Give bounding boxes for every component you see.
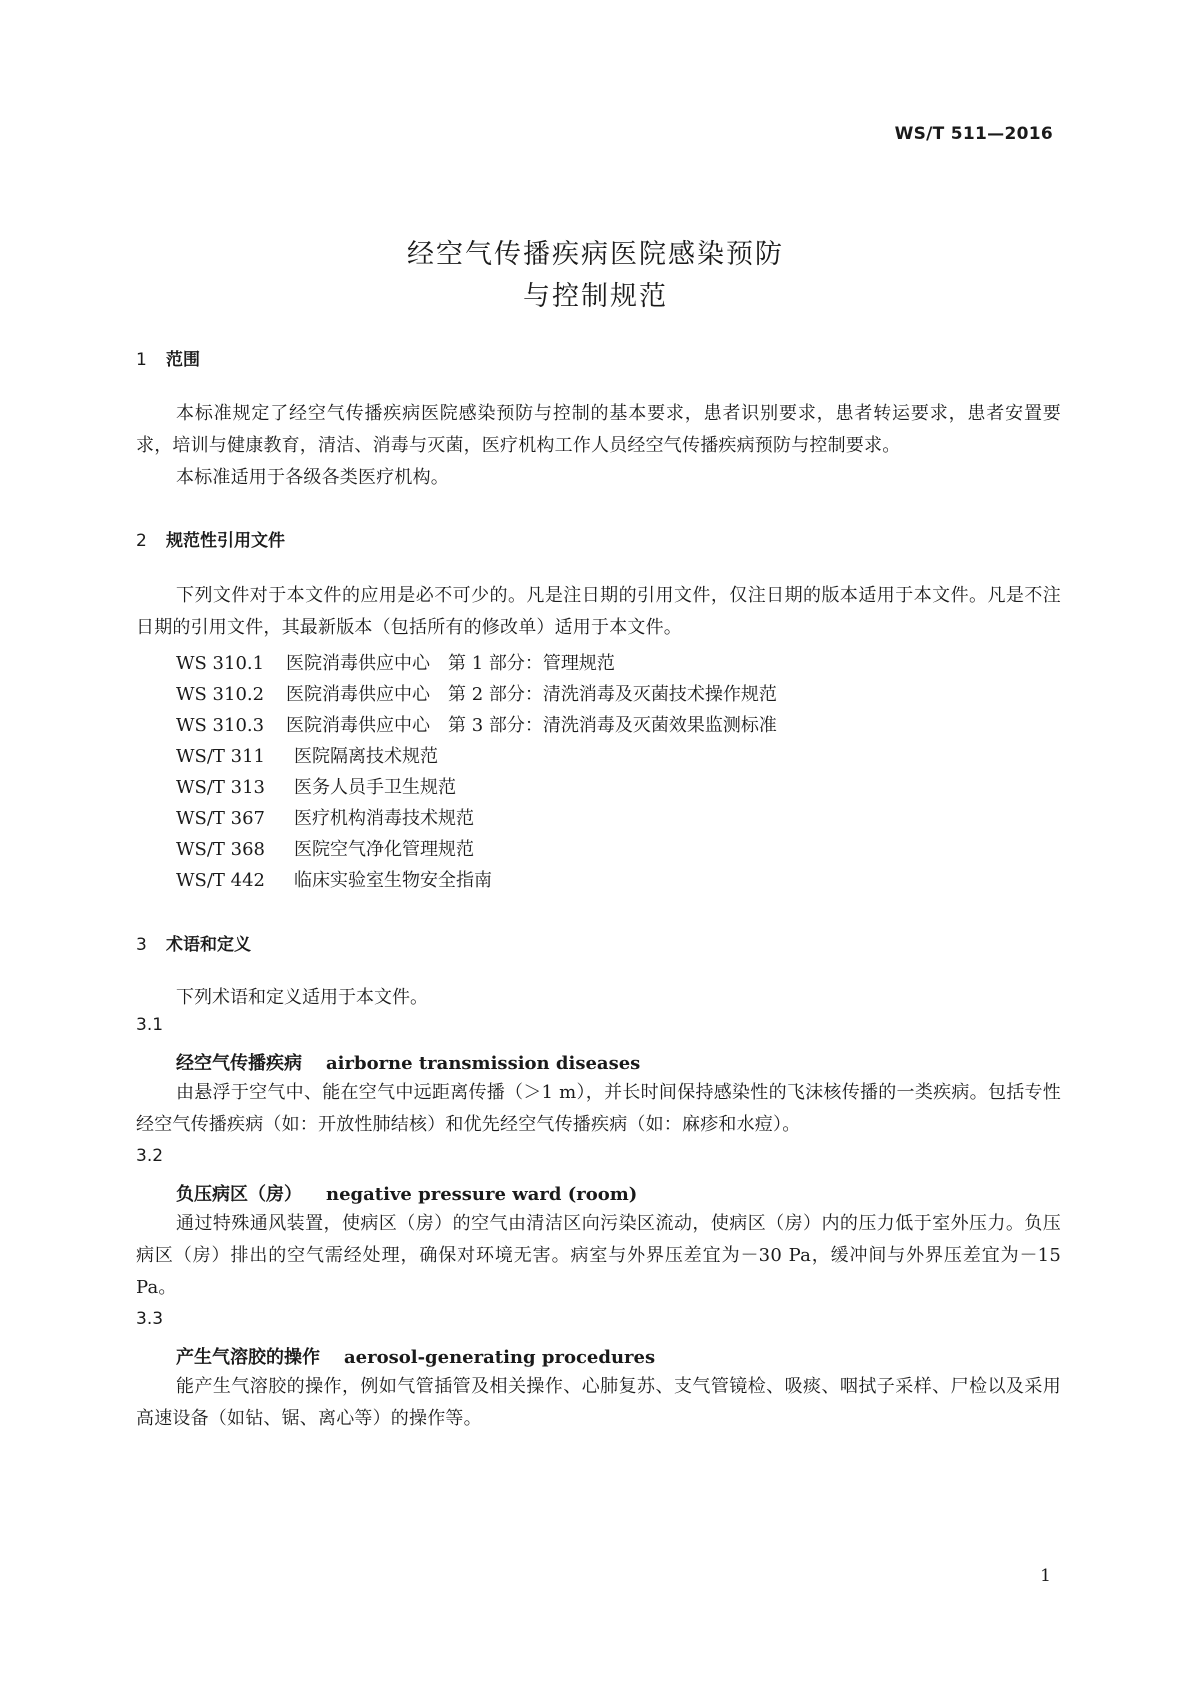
term-zh: 经空气传播疾病 — [176, 1053, 302, 1074]
term-definition: 通过特殊通风装置，使病区（房）的空气由清洁区向污染区流动，使病区（房）内的压力低于室外压力。负压病区（房）排出的空气需经处理，确保对环境无害。病室与外界压差宜为－30 Pa，缓冲间与外界压差宜为－15 Pa。 — [136, 1213, 1061, 1298]
term-definition: 由悬浮于空气中、能在空气中远距离传播（＞1 m），并长时间保持感染性的飞沫核传播的一类疾病。包括专性经空气传播疾病（如：开放性肺结核）和优先经空气传播疾病（如：麻疹和水痘）。 — [136, 1082, 1061, 1135]
reference-item — [176, 804, 474, 830]
reference-item — [176, 649, 615, 675]
term-title — [176, 1049, 640, 1075]
reference-item — [176, 773, 456, 799]
section-number: 3 — [136, 935, 147, 955]
reference-item — [176, 866, 492, 892]
section-title: 范围 — [166, 350, 200, 370]
scope-paragraph-2: 本标准适用于各级各类医疗机构。 — [176, 467, 449, 488]
reference-item — [176, 711, 777, 737]
term-number: 3.2 — [136, 1146, 164, 1166]
reference-title: 医院隔离技术规范 — [294, 746, 438, 767]
reference-code: WS/T 368 — [176, 839, 265, 860]
term-number: 3.1 — [136, 1015, 164, 1035]
terms-intro: 下列术语和定义适用于本文件。 — [176, 987, 428, 1008]
term-definition: 能产生气溶胶的操作，例如气管插管及相关操作、心肺复苏、支气管镜检、吸痰、咽拭子采样、尸检以及采用高速设备（如钻、锯、离心等）的操作等。 — [136, 1376, 1061, 1429]
reference-code: WS 310.3 — [176, 715, 265, 736]
reference-code: WS 310.2 — [176, 684, 265, 705]
term-zh: 负压病区（房） — [176, 1184, 302, 1205]
reference-title: 医院消毒供应中心 第 2 部分：清洗消毒及灭菌技术操作规范 — [286, 684, 777, 705]
term-title — [176, 1180, 637, 1206]
term-number: 3.3 — [136, 1309, 164, 1329]
term-en: airborne transmission diseases — [326, 1053, 641, 1074]
term-en: aerosol-generating procedures — [344, 1347, 656, 1368]
section-1-heading — [136, 345, 200, 370]
reference-title: 医务人员手卫生规范 — [294, 777, 456, 798]
standard-code: WS/T 511—2016 — [894, 124, 1053, 144]
term-zh: 产生气溶胶的操作 — [176, 1347, 320, 1368]
section-2-heading — [136, 526, 285, 551]
references-intro: 下列文件对于本文件的应用是必不可少的。凡是注日期的引用文件，仅注日期的版本适用于本文件。凡是不注日期的引用文件，其最新版本（包括所有的修改单）适用于本文件。 — [136, 585, 1061, 638]
reference-code: WS 310.1 — [176, 653, 265, 674]
reference-title: 医院消毒供应中心 第 3 部分：清洗消毒及灭菌效果监测标准 — [286, 715, 777, 736]
reference-item — [176, 835, 474, 861]
reference-code: WS/T 311 — [176, 746, 265, 767]
section-title: 术语和定义 — [166, 935, 251, 955]
reference-code: WS/T 313 — [176, 777, 265, 798]
reference-code: WS/T 367 — [176, 808, 265, 829]
reference-title: 医院消毒供应中心 第 1 部分：管理规范 — [286, 653, 615, 674]
section-number: 1 — [136, 350, 147, 370]
page-number: 1 — [1040, 1566, 1051, 1586]
reference-code: WS/T 442 — [176, 870, 265, 891]
scope-paragraph-1: 本标准规定了经空气传播疾病医院感染预防与控制的基本要求，患者识别要求，患者转运要求，患者安置要求，培训与健康教育，清洁、消毒与灭菌，医疗机构工作人员经空气传播疾病预防与控制要求。 — [136, 403, 1061, 456]
section-title: 规范性引用文件 — [166, 531, 285, 551]
term-title — [176, 1343, 655, 1369]
document-title-line1: 经空气传播疾病医院感染预防 — [407, 239, 784, 270]
section-3-heading — [136, 930, 251, 955]
term-en: negative pressure ward (room) — [326, 1184, 638, 1205]
document-title-line2: 与控制规范 — [523, 281, 668, 312]
reference-title: 临床实验室生物安全指南 — [294, 870, 492, 891]
reference-title: 医院空气净化管理规范 — [294, 839, 474, 860]
reference-item — [176, 742, 438, 768]
section-number: 2 — [136, 531, 147, 551]
reference-title: 医疗机构消毒技术规范 — [294, 808, 474, 829]
reference-item — [176, 680, 777, 706]
